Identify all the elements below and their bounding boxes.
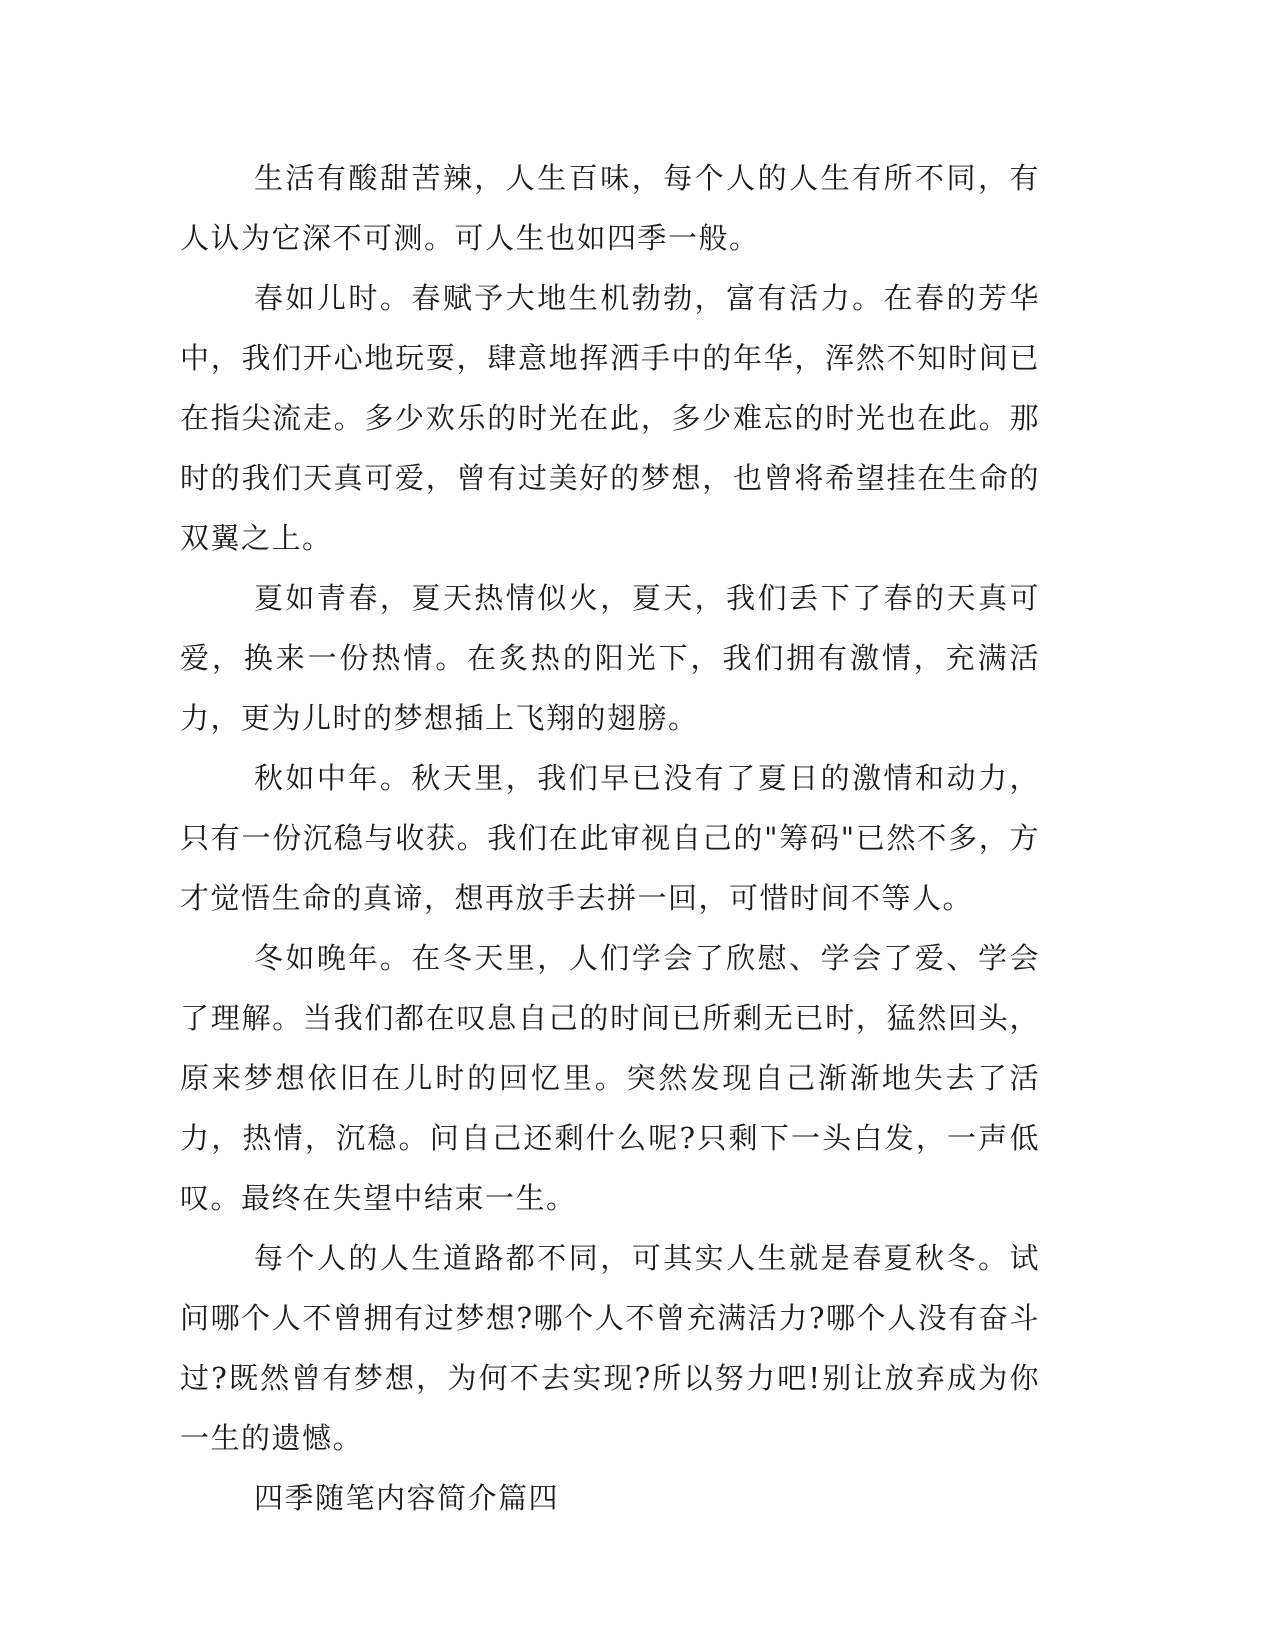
paragraph-winter: 冬如晚年。在冬天里，人们学会了欣慰、学会了爱、学会了理解。当我们都在叹息自己的时间已所剩无已时，猛然回头，原来梦想依旧在儿时的回忆里。突然发现自己渐渐地失去了活力，热情，沉稳。问自己还剩什么呢?只剩下一头白发，一声低叹。最终在失望中结束一生。 [180, 941, 1040, 1215]
document-body [180, 148, 1040, 1528]
paragraph-autumn: 秋如中年。秋天里，我们早已没有了夏日的激情和动力，只有一份沉稳与收获。我们在此审视自己的"筹码"已然不多，方才觉悟生命的真谛，想再放手去拼一回，可惜时间不等人。 [180, 761, 1040, 915]
section-heading: 四季随笔内容简介篇四 [253, 1481, 559, 1515]
paragraph-conclusion: 每个人的人生道路都不同，可其实人生就是春夏秋冬。试问哪个人不曾拥有过梦想?哪个人不曾充满活力?哪个人没有奋斗过?既然曾有梦想，为何不去实现?所以努力吧!别让放弃成为你一生的遗憾。 [180, 1241, 1040, 1455]
paragraph-spring: 春如儿时。春赋予大地生机勃勃，富有活力。在春的芳华中，我们开心地玩耍，肆意地挥洒手中的年华，浑然不知时间已在指尖流走。多少欢乐的时光在此，多少难忘的时光也在此。那时的我们天真可爱，曾有过美好的梦想，也曾将希望挂在生命的双翼之上。 [180, 281, 1040, 555]
paragraph-summer: 夏如青春，夏天热情似火，夏天，我们丢下了春的天真可爱，换来一份热情。在炙热的阳光下，我们拥有激情，充满活力，更为儿时的梦想插上飞翔的翅膀。 [180, 581, 1040, 735]
paragraph-intro: 生活有酸甜苦辣，人生百味，每个人的人生有所不同，有人认为它深不可测。可人生也如四季一般。 [180, 161, 1040, 255]
